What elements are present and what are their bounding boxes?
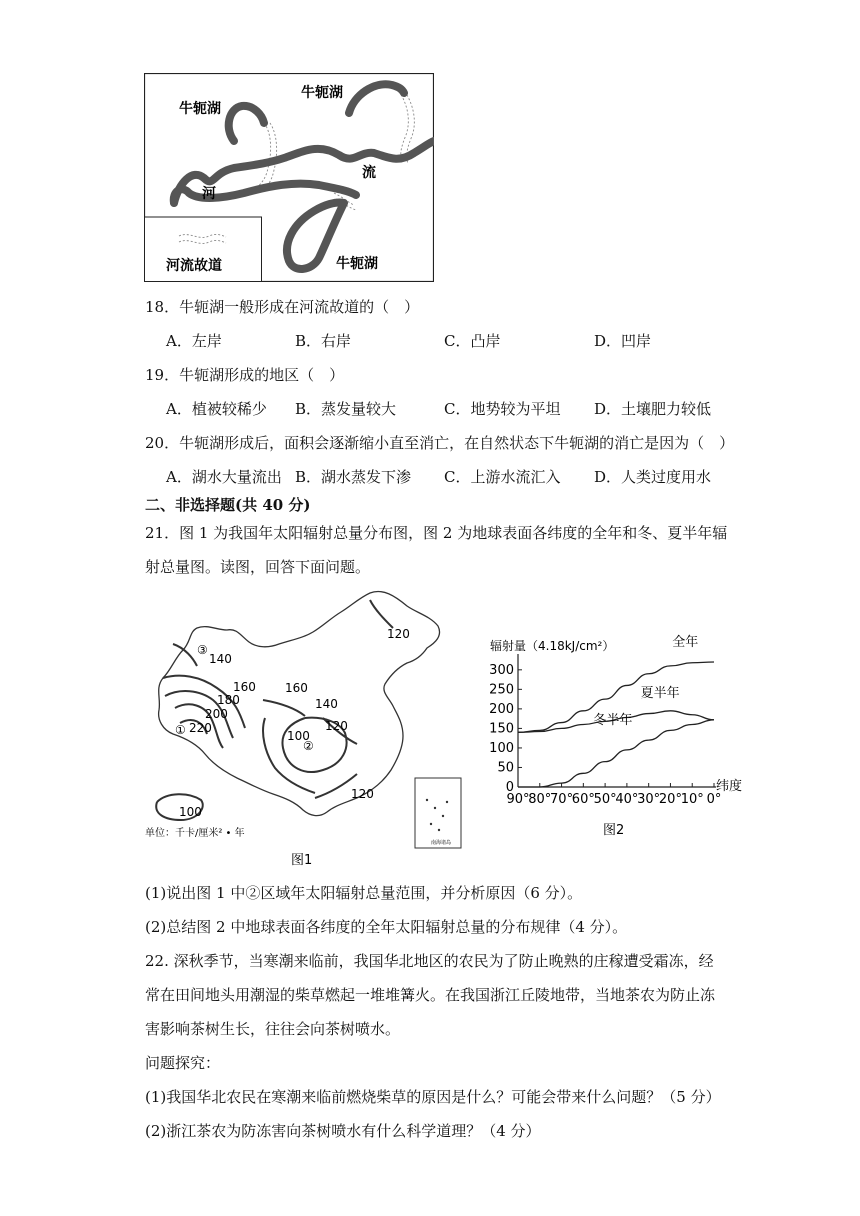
contour-label-140a: 140 xyxy=(209,652,232,666)
series-label-2: 冬半年 xyxy=(593,712,633,728)
x-tick-label: 10° xyxy=(680,792,704,807)
y-tick-label: 300 xyxy=(489,662,514,678)
region-3-label: ③ xyxy=(197,643,208,657)
label-river-liu: 流 xyxy=(362,165,376,181)
y-tick-label: 200 xyxy=(489,701,514,717)
x-tick-label: 70° xyxy=(550,792,574,807)
q20-option-d[interactable]: D．人类过度用水 xyxy=(594,468,712,486)
q21-line-2: 射总量图。读图，回答下面问题。 xyxy=(145,558,371,576)
x-tick-label: 90° xyxy=(506,792,530,807)
q18-option-b[interactable]: B．右岸 xyxy=(295,332,352,350)
label-river-he: 河 xyxy=(202,186,216,202)
y-tick-label: 50 xyxy=(497,760,514,776)
contour-label-120b: 120 xyxy=(387,627,410,641)
china-outline xyxy=(159,591,440,815)
inset-label: 南海诸岛 xyxy=(431,840,452,846)
section-2-heading: 二、非选择题(共 40 分) xyxy=(145,496,311,514)
region-1-label: ① xyxy=(175,723,186,737)
chart-xlabel: 纬度 xyxy=(716,779,743,794)
figure-1-solar-map xyxy=(145,588,463,870)
contour-label-220: 220 xyxy=(189,721,212,735)
q21-sub-2: (2)总结图 2 中地球表面各纬度的全年太阳辐射总量的分布规律（4 分）。 xyxy=(145,918,628,936)
q22-line-2: 常在田间地头用潮湿的柴草燃起一堆堆篝火。在我国浙江丘陵地带，当地茶农为防止冻 xyxy=(145,986,716,1004)
south-sea-inset xyxy=(415,778,461,848)
q21-line-1: 21．图 1 为我国年太阳辐射总量分布图，图 2 为地球表面各纬度的全年和冬、夏半年辐 xyxy=(145,524,728,542)
legend-contour-100: 100 xyxy=(179,805,202,819)
chart-ylabel: 辐射量（4.18kJ/cm²） xyxy=(490,639,615,653)
q19-option-d[interactable]: D．土壤肥力较低 xyxy=(594,400,712,418)
q22-sub-1: (1)我国华北农民在寒潮来临前燃烧柴草的原因是什么？可能会带来什么问题？（5 分） xyxy=(145,1088,721,1106)
q22-line-3: 害影响茶树生长，往往会向茶树喷水。 xyxy=(145,1020,401,1038)
q22-sub-2: (2)浙江茶农为防冻害向茶树喷水有什么科学道理？（4 分） xyxy=(145,1122,541,1140)
q20-option-b[interactable]: B．湖水蒸发下渗 xyxy=(295,468,412,486)
label-oxbow-3: 牛轭湖 xyxy=(336,256,378,272)
figure-2-caption: 图2 xyxy=(603,823,625,838)
label-oxbow-1: 牛轭湖 xyxy=(179,101,221,117)
map-unit: 单位：千卡/厘米² • 年 xyxy=(145,828,245,839)
y-tick-label: 0 xyxy=(505,780,514,795)
q18-option-c[interactable]: C．凸岸 xyxy=(444,332,501,350)
q19-option-c[interactable]: C．地势较为平坦 xyxy=(444,400,561,418)
contour-label-120c: 120 xyxy=(351,787,374,801)
y-tick-label: 250 xyxy=(489,682,514,698)
q20-option-c[interactable]: C．上游水流汇入 xyxy=(444,468,561,486)
region-2-label: ② xyxy=(303,739,314,753)
q18-stem: 18．牛轭湖一般形成在河流故道的（ ） xyxy=(145,298,420,316)
x-tick-label: 50° xyxy=(593,792,617,807)
q19-option-a[interactable]: A．植被较稀少 xyxy=(166,400,267,418)
oxbow-lake-figure xyxy=(144,73,434,282)
series-label-0: 全年 xyxy=(672,635,699,650)
q19-stem: 19．牛轭湖形成的地区（ ） xyxy=(145,366,345,384)
q22-line-1: 22. 深秋季节，当寒潮来临前，我国华北地区的农民为了防止晚熟的庄稼遭受霜冻，经 xyxy=(145,952,714,970)
q22-inquiry-label: 问题探究： xyxy=(145,1054,221,1072)
q20-stem: 20．牛轭湖形成后，面积会逐渐缩小直至消亡，在自然状态下牛轭湖的消亡是因为（ ） xyxy=(145,434,735,452)
x-tick-label: 40° xyxy=(615,792,639,807)
contour-label-180: 180 xyxy=(217,693,240,707)
contour-label-160b: 160 xyxy=(285,681,308,695)
x-tick-label: 60° xyxy=(571,792,595,807)
y-tick-label: 100 xyxy=(489,740,514,756)
contour-label-200: 200 xyxy=(205,707,228,721)
figure-2-radiation-chart xyxy=(480,632,750,842)
q18-option-d[interactable]: D．凹岸 xyxy=(594,332,652,350)
legend-box xyxy=(145,217,262,282)
contour-label-140b: 140 xyxy=(315,697,338,711)
y-tick-label: 150 xyxy=(489,721,514,737)
q19-option-b[interactable]: B．蒸发量较大 xyxy=(295,400,397,418)
x-tick-label: 20° xyxy=(658,792,682,807)
contour-label-100a: 100 xyxy=(287,729,310,743)
x-tick-label: 0° xyxy=(706,792,722,807)
x-tick-label: 80° xyxy=(528,792,552,807)
series-line-2 xyxy=(518,720,714,787)
label-oxbow-2: 牛轭湖 xyxy=(301,85,343,101)
contour-label-120a: 120 xyxy=(325,719,348,733)
q21-sub-1: (1)说出图 1 中②区域年太阳辐射总量范围，并分析原因（6 分）。 xyxy=(145,884,583,902)
contour-label-160a: 160 xyxy=(233,680,256,694)
legend-label: 河流故道 xyxy=(166,258,222,274)
q18-option-a[interactable]: A．左岸 xyxy=(166,332,222,350)
q20-option-a[interactable]: A．湖水大量流出 xyxy=(166,468,282,486)
series-label-1: 夏半年 xyxy=(640,685,680,701)
x-tick-label: 30° xyxy=(637,792,661,807)
figure-1-caption: 图1 xyxy=(291,853,313,868)
